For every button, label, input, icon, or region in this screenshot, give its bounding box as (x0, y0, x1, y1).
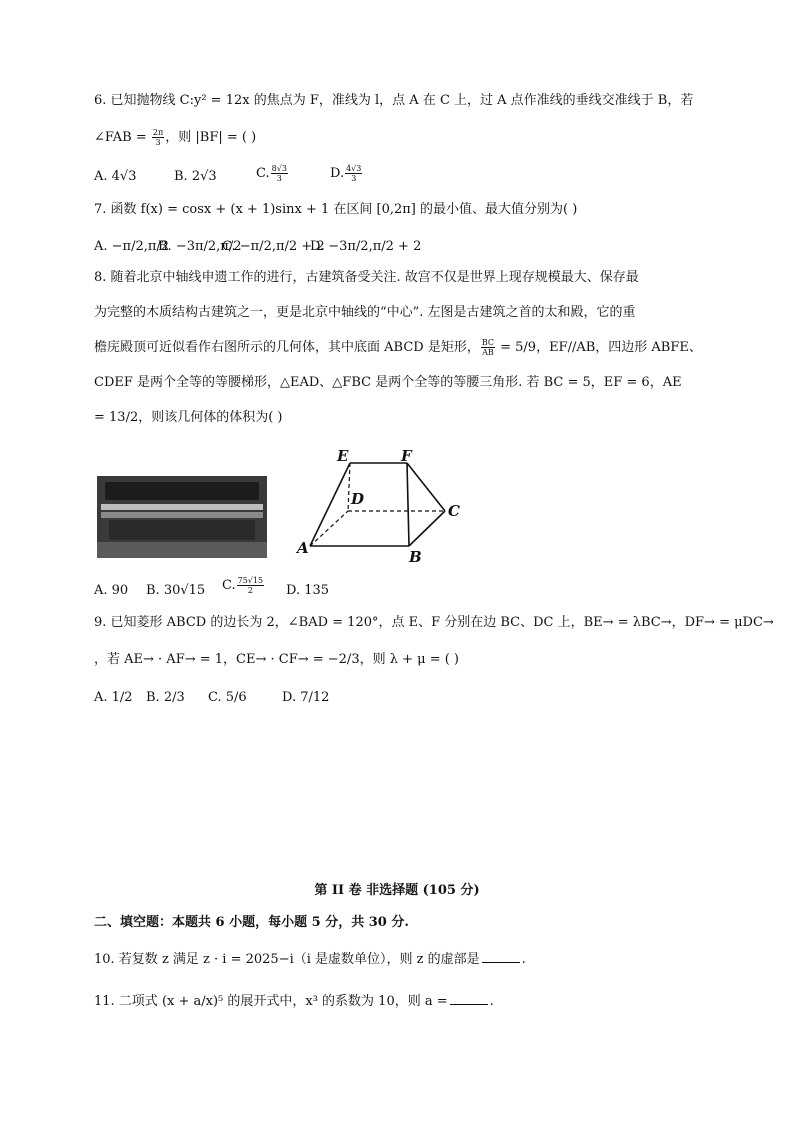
q8-opt-c-fraction (237, 576, 264, 595)
q8-line5: = 13/2，则该几何体的体积为( ) (94, 410, 283, 425)
label-C: C (448, 502, 460, 520)
q7-opt-a: A. −π/2,π/2 (94, 239, 170, 254)
q6-opt-c-num: 8√3 (271, 164, 287, 173)
q6-line2-b: ，则 |BF| = ( ) (165, 130, 257, 145)
label-B: B (409, 548, 422, 566)
label-E: E (337, 447, 349, 465)
q8-line3-a: 檐庑殿顶可近似看作右图所示的几何体，其中底面 ABCD 是矩形， (94, 340, 480, 355)
q8-opt-c-num: 75√15 (237, 576, 264, 585)
q8-opt-d: D. 135 (286, 583, 330, 598)
q6-opt-d-num: 4√3 (346, 164, 362, 173)
q9-opt-c: C. 5/6 (208, 690, 247, 705)
q6-line2-a: ∠FAB = (94, 130, 151, 145)
q8-opt-c-label: C. (222, 578, 236, 593)
q9-line2: ，若 AE→ · AF→ = 1，CE→ · CF→ = −2/3，则 λ + μ = ( ) (94, 652, 459, 667)
section2-title: 第 II 卷 非选择题 (105 分) (314, 883, 480, 898)
q6-opt-d-label: D. (330, 166, 345, 181)
label-A: A (297, 539, 309, 557)
q6-angle-fraction (152, 128, 164, 147)
q9-opt-a: A. 1/2 (94, 690, 133, 705)
label-D: D (351, 490, 365, 508)
photo-hall-body (109, 520, 255, 540)
q6-opt-c-den: 3 (276, 174, 282, 183)
q6-opt-d (330, 164, 363, 183)
photo-band-lower (101, 512, 263, 518)
q10-text: 10. 若复数 z 满足 z · i = 2025−i（i 是虚数单位），则 z 的虚部是 (94, 952, 480, 967)
q8-opt-c (222, 576, 265, 595)
q6-opt-d-fraction (345, 164, 362, 183)
q8-line3 (94, 338, 702, 357)
q9-opt-b: B. 2/3 (146, 690, 185, 705)
q10-end: . (521, 952, 526, 967)
edge-FB (407, 463, 409, 546)
q8-opt-a: A. 90 (94, 583, 129, 598)
q8-ratio-num: BC (481, 338, 494, 347)
q7-opt-b: B. −3π/2,π/2 (158, 239, 242, 254)
q8-opt-b: B. 30√15 (146, 583, 206, 598)
q6-opt-c-fraction (271, 164, 288, 183)
section2-subtitle: 二、填空题：本题共 6 小题，每小题 5 分，共 30 分. (94, 915, 409, 930)
q8-line2: 为完整的木质结构古建筑之一，更是北京中轴线的“中心”. 左图是古建筑之首的太和殿，它的重 (94, 305, 636, 320)
photo-band-upper (101, 504, 263, 510)
q11-answer-blank (450, 992, 488, 1005)
photo-roof (105, 482, 259, 500)
q7-line1: 7. 函数 f(x) = cosx + (x + 1)sinx + 1 在区间 [0,2π] 的最小值、最大值分别为( ) (94, 202, 578, 217)
edge-ED-hidden (348, 463, 350, 511)
q8-line4: CDEF 是两个全等的等腰梯形，△EAD、△FBC 是两个全等的等腰三角形. 若 BC = 5，EF = 6，AE (94, 375, 682, 390)
edge-EA (310, 463, 350, 546)
q10-line (94, 950, 526, 969)
q9-line1: 9. 已知菱形 ABCD 的边长为 2，∠BAD = 120°，点 E、F 分别在边 BC、DC 上，BE→ = λBC→，DF→ = μDC→ (94, 615, 774, 630)
taihedian-photo (97, 476, 267, 558)
q8-ratio-fraction (481, 338, 495, 357)
q8-line3-b: = 5/9，EF//AB，四边形 ABFE、 (495, 340, 702, 355)
hip-roof-geometry-figure (295, 443, 465, 568)
q6-opt-c-label: C. (256, 166, 270, 181)
q6-angle-num: 2π (152, 128, 164, 137)
q6-opt-b: B. 2√3 (174, 169, 217, 184)
q6-line1: 6. 已知抛物线 C:y² = 12x 的焦点为 F，准线为 l，点 A 在 C 上，过 A 点作准线的垂线交准线于 B，若 (94, 93, 694, 108)
label-F: F (401, 447, 412, 465)
photo-terrace (97, 542, 267, 558)
q8-opt-c-den: 2 (247, 586, 253, 595)
edge-FC (407, 463, 445, 511)
edge-AD-hidden (310, 511, 348, 546)
q11-end: . (489, 994, 494, 1009)
q6-angle-den: 3 (155, 138, 161, 147)
q6-line2 (94, 128, 256, 147)
q6-opt-a: A. 4√3 (94, 169, 137, 184)
q10-answer-blank (482, 950, 520, 963)
q7-opt-d: D. −3π/2,π/2 + 2 (310, 239, 422, 254)
q8-line1: 8. 随着北京中轴线申遗工作的进行，古建筑备受关注. 故宫不仅是世界上现存规模最大、保存最 (94, 270, 639, 285)
q11-line (94, 992, 494, 1011)
q6-opt-d-den: 3 (351, 174, 357, 183)
q9-opt-d: D. 7/12 (282, 690, 330, 705)
q6-opt-c (256, 164, 289, 183)
q8-ratio-den: AB (482, 348, 494, 357)
q7-opt-c: C. −π/2,π/2 + 2 (222, 239, 325, 254)
q11-text: 11. 二项式 (x + a/x)⁵ 的展开式中，x³ 的系数为 10，则 a = (94, 994, 448, 1009)
edge-BC (409, 511, 445, 546)
